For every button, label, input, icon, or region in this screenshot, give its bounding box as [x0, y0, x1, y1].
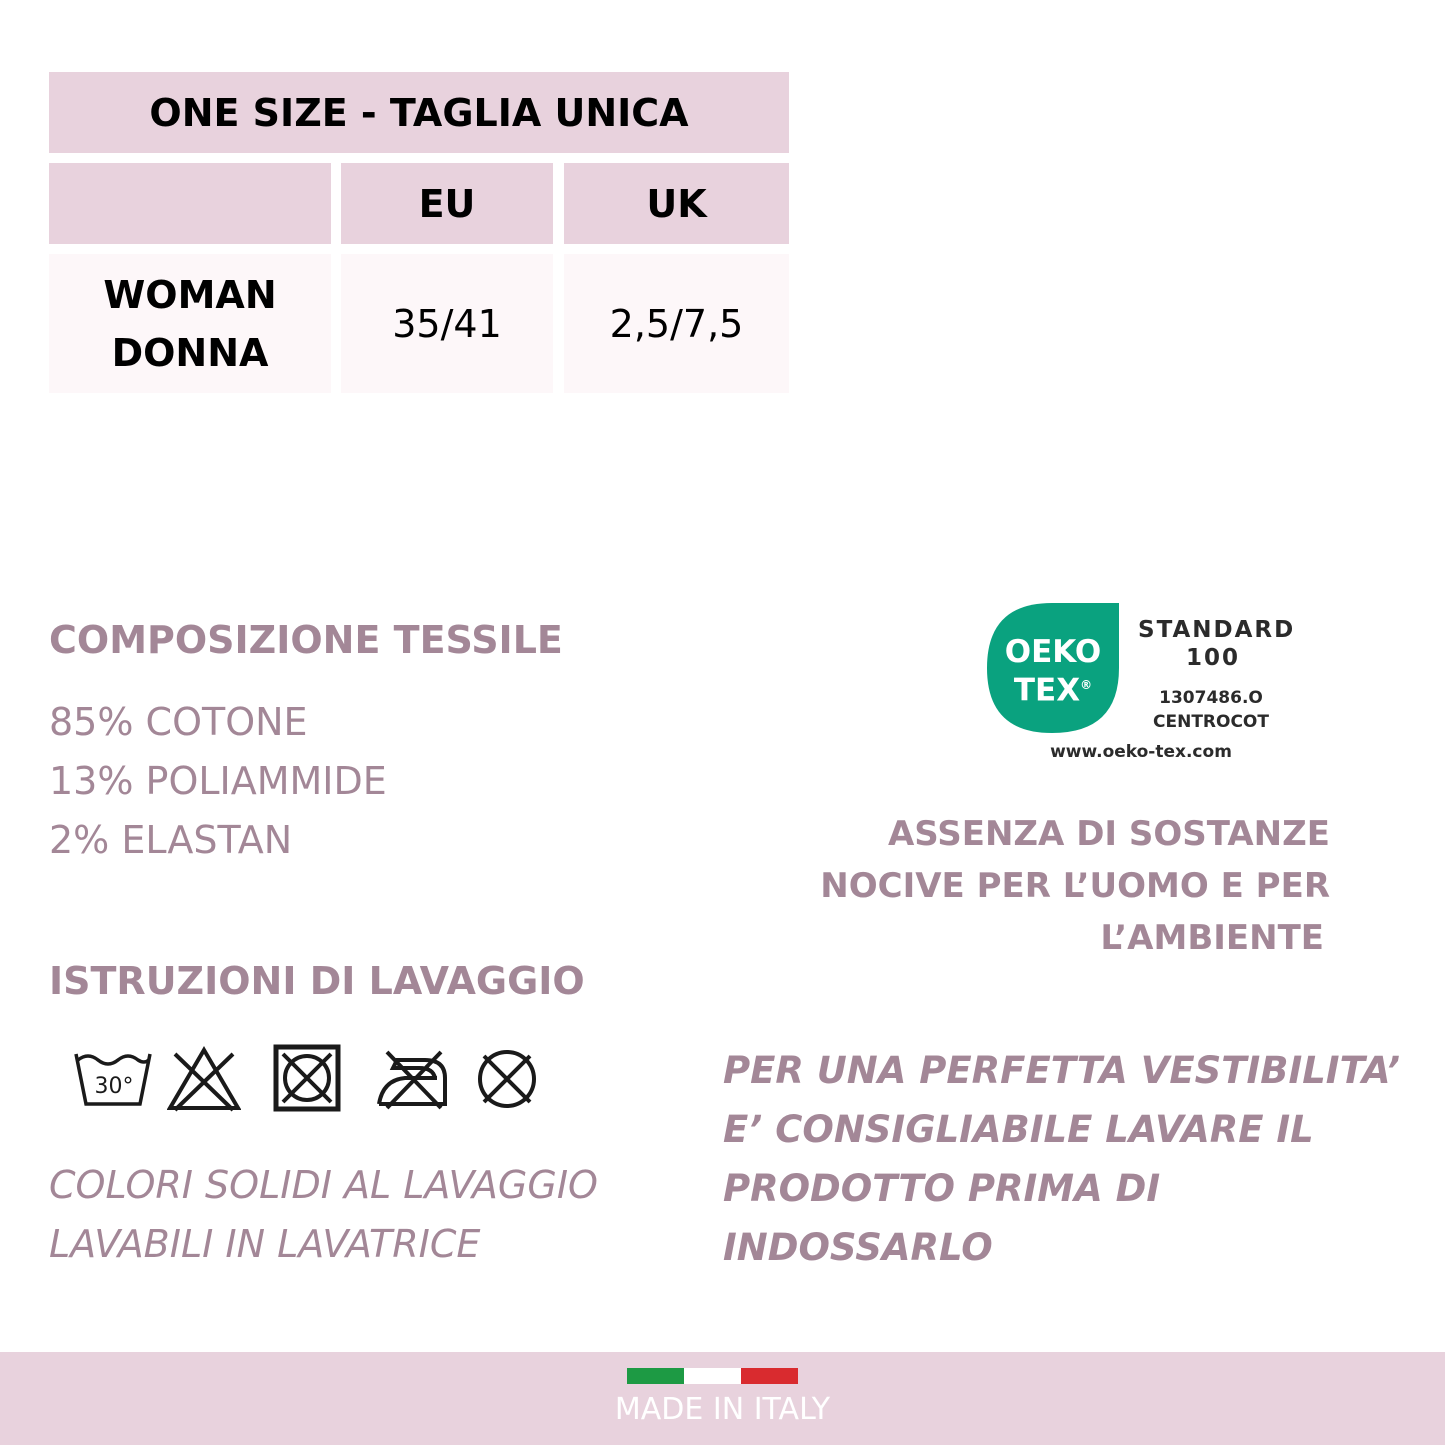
- oeko-standard-block: [1138, 616, 1296, 672]
- oeko-cert-code: 1307486.O: [1159, 688, 1263, 708]
- harmless-line: NOCIVE PER L’UOMO E PER: [820, 866, 1330, 906]
- fit-advice-line: PER UNA PERFETTA VESTIBILITA’: [723, 1049, 1401, 1092]
- size-row-label: [49, 254, 331, 393]
- do-not-iron-icon: [375, 1048, 449, 1110]
- size-table-header-uk: UK: [564, 163, 789, 244]
- oeko-logo-line1: OEKO: [1004, 634, 1102, 670]
- composition-item: 85% COTONE: [49, 700, 308, 744]
- size-row-eu-value: 35/41: [341, 254, 553, 393]
- wash-icons-row: [70, 1040, 550, 1120]
- flag-red-stripe: [741, 1368, 798, 1384]
- fit-advice-line: PRODOTTO PRIMA DI INDOSSARLO: [723, 1167, 1161, 1269]
- harmless-statement: [820, 808, 1330, 964]
- washing-notes: [49, 1156, 598, 1274]
- size-row-label-it: DONNA: [111, 330, 269, 375]
- oeko-logo-line2: TEX: [1013, 672, 1081, 709]
- composition-item: 2% ELASTAN: [49, 818, 293, 862]
- harmless-line: L’AMBIENTE: [1100, 918, 1324, 958]
- oeko-logo-line2-wrap: [986, 669, 1120, 707]
- oeko-cert-institute: CENTROCOT: [1153, 712, 1269, 732]
- washing-title: ISTRUZIONI DI LAVAGGIO: [49, 959, 585, 1003]
- made-in-italy-label: MADE IN ITALY: [614, 1392, 831, 1427]
- oeko-standard: STANDARD: [1138, 617, 1296, 643]
- wash-30-icon: [72, 1048, 154, 1110]
- do-not-dry-clean-icon: [474, 1046, 540, 1112]
- composition-item: 13% POLIAMMIDE: [49, 759, 387, 803]
- oeko-tex-logo-text: [986, 636, 1120, 707]
- composition-list: [49, 693, 387, 870]
- wash-temp-label: 30°: [94, 1074, 134, 1099]
- fit-advice: [723, 1041, 1403, 1277]
- do-not-bleach-icon: [167, 1046, 241, 1112]
- washing-note: COLORI SOLIDI AL LAVAGGIO: [49, 1163, 598, 1207]
- oeko-registered-mark: ®: [1080, 678, 1093, 692]
- oeko-website: www.oeko-tex.com: [1050, 742, 1232, 762]
- italian-flag-icon: [627, 1368, 798, 1384]
- washing-note: LAVABILI IN LAVATRICE: [49, 1222, 481, 1266]
- flag-white-stripe: [684, 1368, 741, 1384]
- size-row-label-en: WOMAN: [103, 272, 277, 317]
- do-not-tumble-dry-icon: [273, 1044, 341, 1112]
- oeko-cert-block: [1146, 686, 1276, 734]
- size-table-header-empty: [49, 163, 331, 244]
- oeko-tex-label: [986, 602, 1306, 772]
- size-row-uk-value: 2,5/7,5: [564, 254, 789, 393]
- oeko-standard-number: 100: [1185, 645, 1240, 671]
- harmless-line: ASSENZA DI SOSTANZE: [887, 814, 1330, 854]
- size-table-title: ONE SIZE - TAGLIA UNICA: [49, 72, 789, 153]
- composition-title: COMPOSIZIONE TESSILE: [49, 618, 563, 662]
- size-table-header-eu: EU: [341, 163, 553, 244]
- flag-green-stripe: [627, 1368, 684, 1384]
- fit-advice-line: E’ CONSIGLIABILE LAVARE IL: [723, 1108, 1314, 1151]
